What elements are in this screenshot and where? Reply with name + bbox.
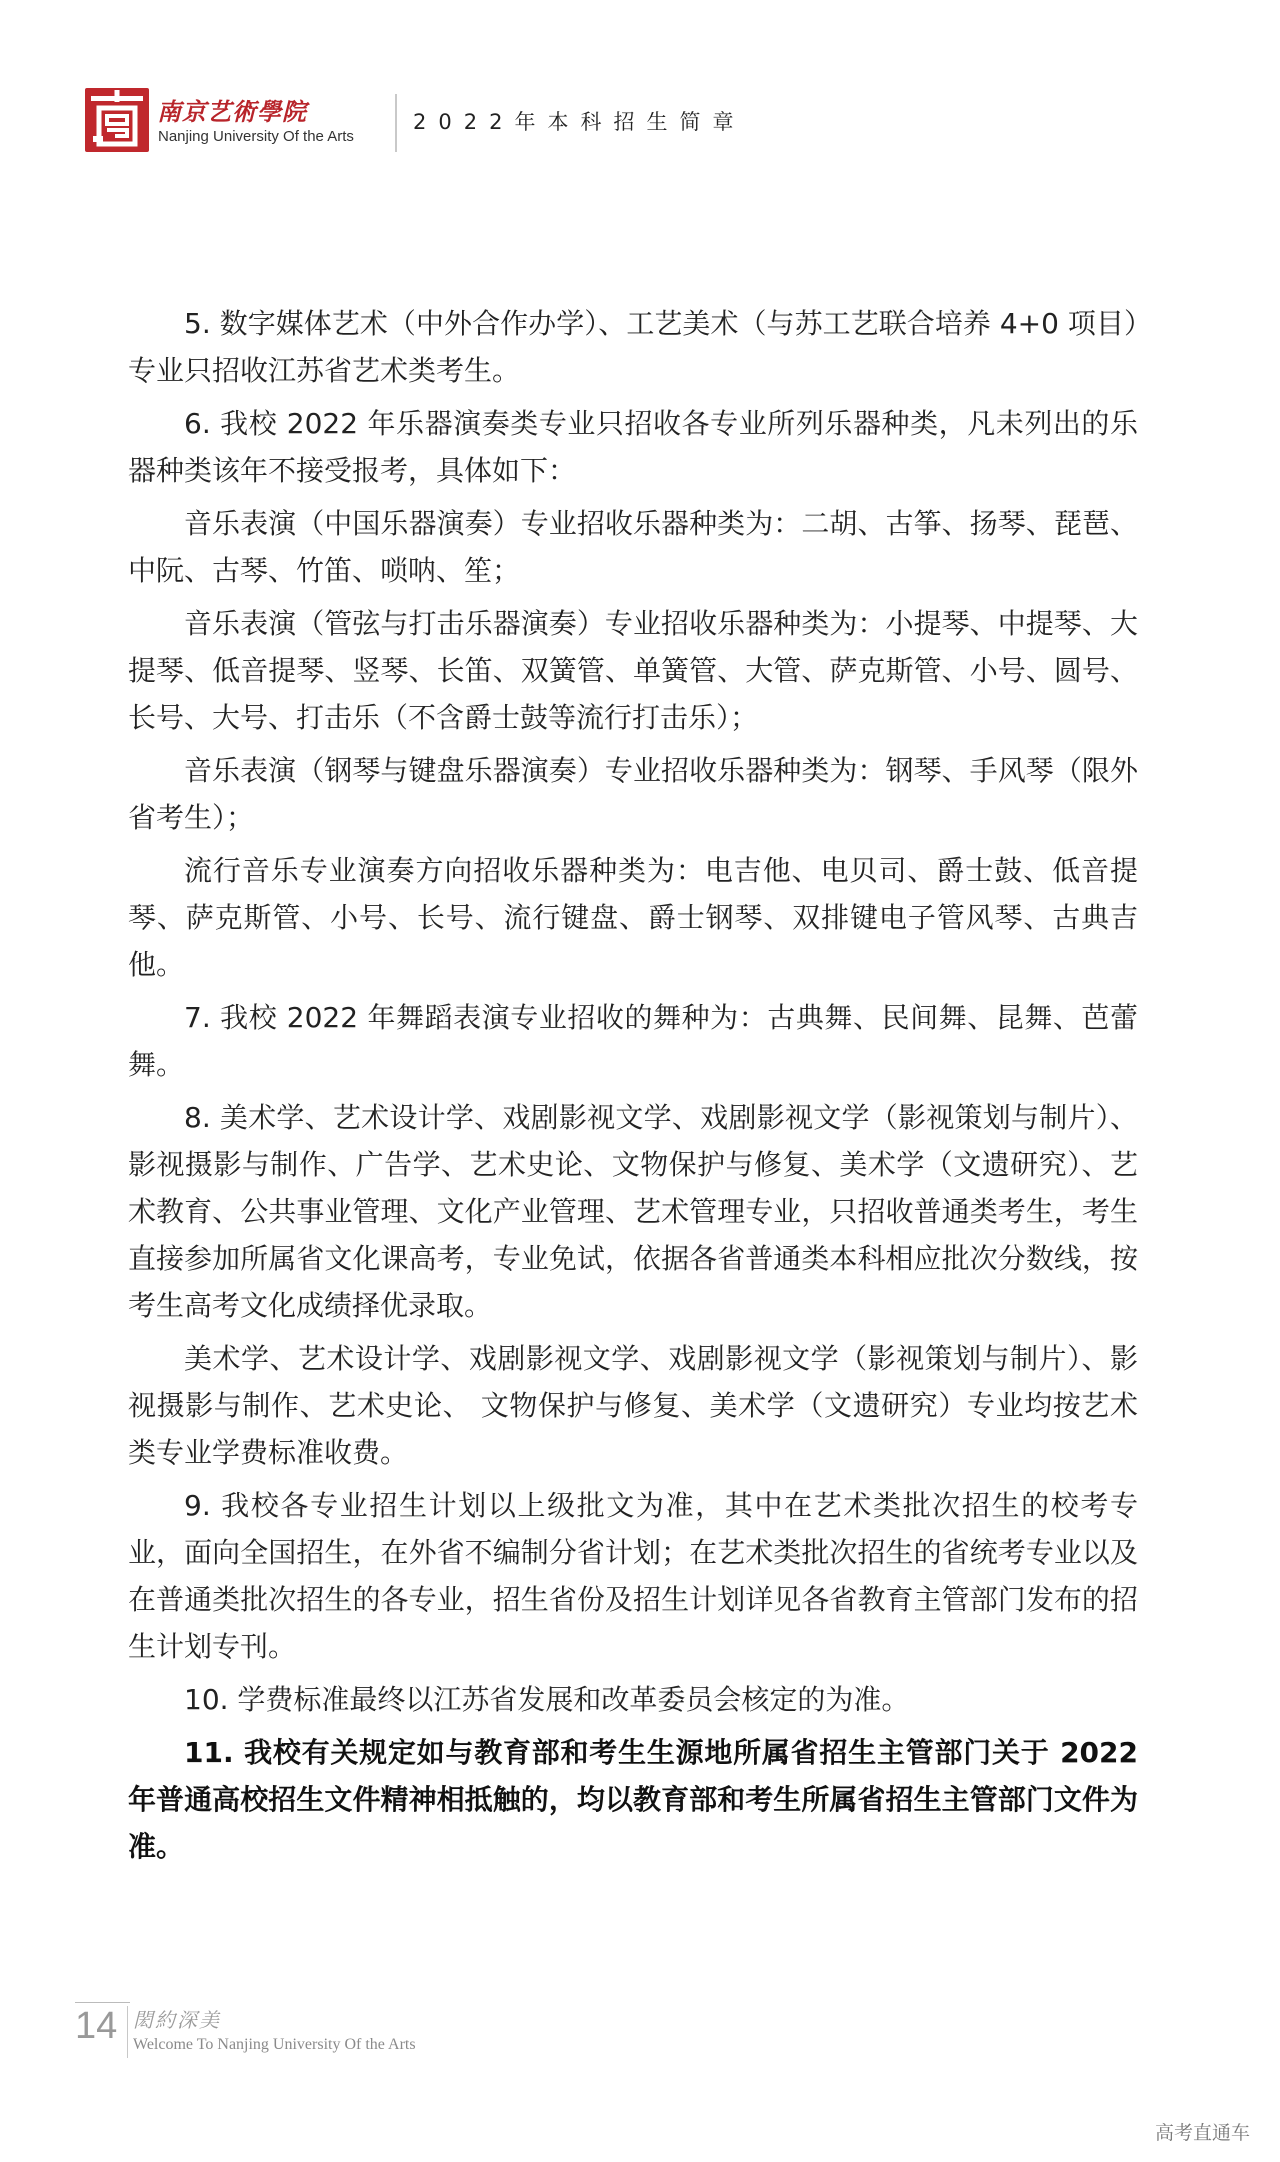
page-header	[85, 88, 1185, 162]
document-title: 2022年本科招生简章	[413, 110, 746, 134]
page-number: 14	[75, 2005, 118, 2047]
footer-motto: 閎約深美	[133, 2008, 221, 2032]
paragraph: 11. 我校有关规定如与教育部和考生生源地所属省招生主管部门关于 2022 年普通高校招生文件精神相抵触的，均以教育部和考生所属省招生主管部门文件为准。	[128, 1736, 1138, 1863]
document-body	[128, 300, 1138, 1876]
paragraph: 音乐表演（中国乐器演奏）专业招收乐器种类为：二胡、古筝、扬琴、琵琶、中阮、古琴、竹笛、唢呐、笙；	[128, 507, 1138, 587]
paragraph: 7. 我校 2022 年舞蹈表演专业招收的舞种为：古典舞、民间舞、昆舞、芭蕾舞。	[128, 1001, 1138, 1081]
footer-welcome-text: Welcome To Nanjing University Of the Arts	[133, 2036, 416, 2053]
watermark-text: 高考直通车	[1154, 2122, 1250, 2144]
paragraph: 美术学、艺术设计学、戏剧影视文学、戏剧影视文学（影视策划与制片）、影视摄影与制作、艺术史论、 文物保护与修复、美术学（文遗研究）专业均按艺术类专业学费标准收费。	[128, 1342, 1138, 1469]
header-divider	[395, 94, 397, 152]
paragraph: 流行音乐专业演奏方向招收乐器种类为：电吉他、电贝司、爵士鼓、低音提琴、萨克斯管、小号、长号、流行键盘、爵士钢琴、双排键电子管风琴、古典吉他。	[128, 854, 1138, 981]
paragraph: 9. 我校各专业招生计划以上级批文为准，其中在艺术类批次招生的校考专业，面向全国招生，在外省不编制分省计划；在艺术类批次招生的省统考专业以及在普通类批次招生的各专业，招生省份及招生计划详见各省教育主管部门发布的招生计划专刊。	[128, 1489, 1138, 1663]
paragraph: 8. 美术学、艺术设计学、戏剧影视文学、戏剧影视文学（影视策划与制片）、影视摄影与制作、广告学、艺术史论、文物保护与修复、美术学（文遗研究）、艺术教育、公共事业管理、文化产业管理、艺术管理专业，只招收普通类考生，考生直接参加所属省文化课高考，专业免试，依据各省普通类本科相应批次分数线，按考生高考文化成绩择优录取。	[128, 1101, 1138, 1322]
paragraph: 5. 数字媒体艺术（中外合作办学）、工艺美术（与苏工艺联合培养 4+0 项目）专业只招收江苏省艺术类考生。	[128, 307, 1138, 387]
university-logo-icon	[85, 88, 149, 152]
paragraph: 音乐表演（钢琴与键盘乐器演奏）专业招收乐器种类为：钢琴、手风琴（限外省考生）；	[128, 754, 1138, 834]
brand-name-chinese: 南京艺術學院	[157, 97, 307, 126]
footer-divider	[127, 2006, 128, 2058]
paragraph: 10. 学费标准最终以江苏省发展和改革委员会核定的为准。	[184, 1683, 910, 1716]
footer-rule	[75, 2002, 130, 2003]
paragraph: 音乐表演（管弦与打击乐器演奏）专业招收乐器种类为：小提琴、中提琴、大提琴、低音提琴、竖琴、长笛、双簧管、单簧管、大管、萨克斯管、小号、圆号、长号、大号、打击乐（不含爵士鼓等流行打击乐）；	[128, 607, 1138, 734]
paragraph: 6. 我校 2022 年乐器演奏类专业只招收各专业所列乐器种类，凡未列出的乐器种类该年不接受报考，具体如下：	[128, 407, 1138, 487]
brand-name-english: Nanjing University Of the Arts	[158, 128, 354, 145]
